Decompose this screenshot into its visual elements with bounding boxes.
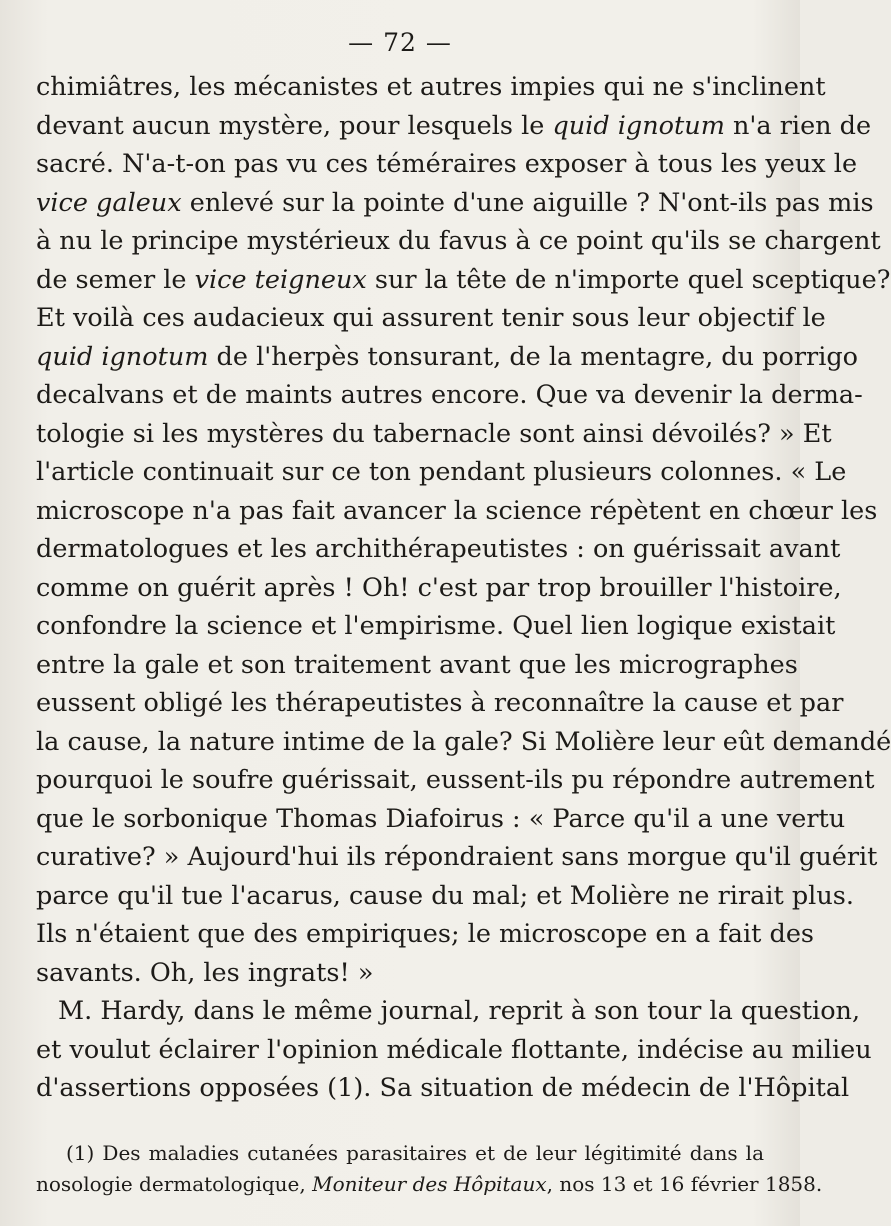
body-text: savants. Oh, les ingrats! »: [36, 957, 374, 988]
body-line: [36, 145, 858, 184]
body-text: Ils n'étaient que des empiriques; le microscope en a fait des: [36, 919, 815, 949]
footnote-line: [36, 1169, 823, 1200]
body-line: [36, 338, 859, 377]
body-line: [36, 992, 861, 1031]
body-text: confondre la science et l'empirisme. Quel lien logique existait: [36, 611, 836, 641]
body-text: la cause, la nature intime de la gale? Si Molière leur eût demandé: [36, 726, 891, 757]
body-text: enlevé sur la pointe d'une aiguille ? N'ont-ils pas mis: [181, 187, 874, 218]
footnote-italic-text: Moniteur des Hôpitaux: [312, 1172, 547, 1196]
body-line: [36, 915, 815, 954]
body-line: [36, 222, 881, 261]
body-line: [36, 68, 826, 107]
body-text: comme on guérit après ! Oh! c'est par trop brouiller l'histoire,: [36, 572, 842, 603]
body-line: [36, 877, 854, 916]
body-line: [36, 646, 798, 685]
body-line: [36, 1031, 872, 1070]
footnote-text: (1) Des maladies cutanées parasitaires et de leur légitimité dans la: [66, 1141, 764, 1165]
body-text: et voulut éclairer l'opinion médicale flottante, indécise au milieu: [36, 1034, 872, 1065]
body-text: tologie si les mystères du tabernacle sont ainsi dévoilés? » Et: [36, 418, 832, 449]
footnote-text: nosologie dermatologique,: [36, 1172, 313, 1196]
body-italic-text: vice galeux: [36, 187, 182, 218]
body-italic-text: quid ignotum: [552, 110, 725, 141]
body-line: [36, 1069, 850, 1108]
body-italic-text: quid ignotum: [36, 341, 209, 372]
body-text: curative? » Aujourd'hui ils répondraient sans morgue qu'il guérit: [36, 842, 878, 872]
body-line: [36, 415, 832, 454]
body-text: pourquoi le soufre guérissait, eussent-ils pu répondre autrement: [36, 765, 875, 795]
body-line: [36, 569, 842, 608]
footnotes: [36, 1138, 823, 1200]
body-line: [36, 838, 878, 877]
body-text: n'a rien de: [724, 110, 872, 141]
body-text: [36, 68, 891, 1108]
body-line: [36, 184, 874, 223]
body-line: [36, 376, 863, 415]
body-text: M. Hardy, dans le même journal, reprit à son tour la question,: [58, 996, 861, 1026]
body-text: entre la gale et son traitement avant que les micrographes: [36, 649, 798, 680]
body-text: à nu le principe mystérieux du favus à ce point qu'ils se chargent: [36, 226, 881, 256]
body-text: devant aucun mystère, pour lesquels le: [36, 110, 553, 141]
body-line: [36, 107, 872, 146]
body-text: sacré. N'a-t-on pas vu ces téméraires exposer à tous les yeux le: [36, 149, 858, 179]
body-text: de semer le: [36, 264, 195, 295]
body-text: d'assertions opposées (1). Sa situation de médecin de l'Hôpital: [36, 1073, 850, 1103]
footnote-text: , nos 13 et 16 février 1858.: [546, 1172, 823, 1196]
body-text: sur la tête de n'importe quel sceptique?: [366, 264, 891, 295]
body-italic-text: vice teigneux: [194, 264, 367, 295]
body-text: eussent obligé les thérapeutistes à reconnaître la cause et par: [36, 688, 844, 718]
body-line: [36, 261, 891, 300]
body-line: [36, 954, 764, 993]
body-text: Et voilà ces audacieux qui assurent tenir sous leur objectif le: [36, 303, 826, 333]
page-number: — 72 —: [348, 28, 452, 57]
body-text: l'article continuait sur ce ton pendant plusieurs colonnes. « Le: [36, 457, 847, 487]
body-text: decalvans et de maints autres encore. Que va devenir la derma-: [36, 380, 863, 410]
body-text: microscope n'a pas fait avancer la science répètent en chœur les: [36, 495, 878, 526]
body-line: [36, 761, 875, 800]
body-line: [36, 684, 844, 723]
body-line: [36, 723, 891, 762]
body-text: que le sorbonique Thomas Diafoirus : « Parce qu'il a une vertu: [36, 803, 846, 834]
body-line: [36, 607, 836, 646]
body-line: [36, 299, 826, 338]
body-line: [36, 800, 846, 839]
body-text: parce qu'il tue l'acarus, cause du mal; et Molière ne rirait plus.: [36, 880, 854, 911]
body-line: [36, 530, 841, 569]
footnote-line: [36, 1138, 764, 1169]
body-text: chimiâtres, les mécanistes et autres impies qui ne s'inclinent: [36, 72, 826, 102]
body-line: [36, 492, 878, 531]
body-text: dermatologues et les archithérapeutistes : on guérissait avant: [36, 534, 841, 564]
body-line: [36, 453, 847, 492]
body-text: de l'herpès tonsurant, de la mentagre, du porrigo: [208, 341, 859, 372]
